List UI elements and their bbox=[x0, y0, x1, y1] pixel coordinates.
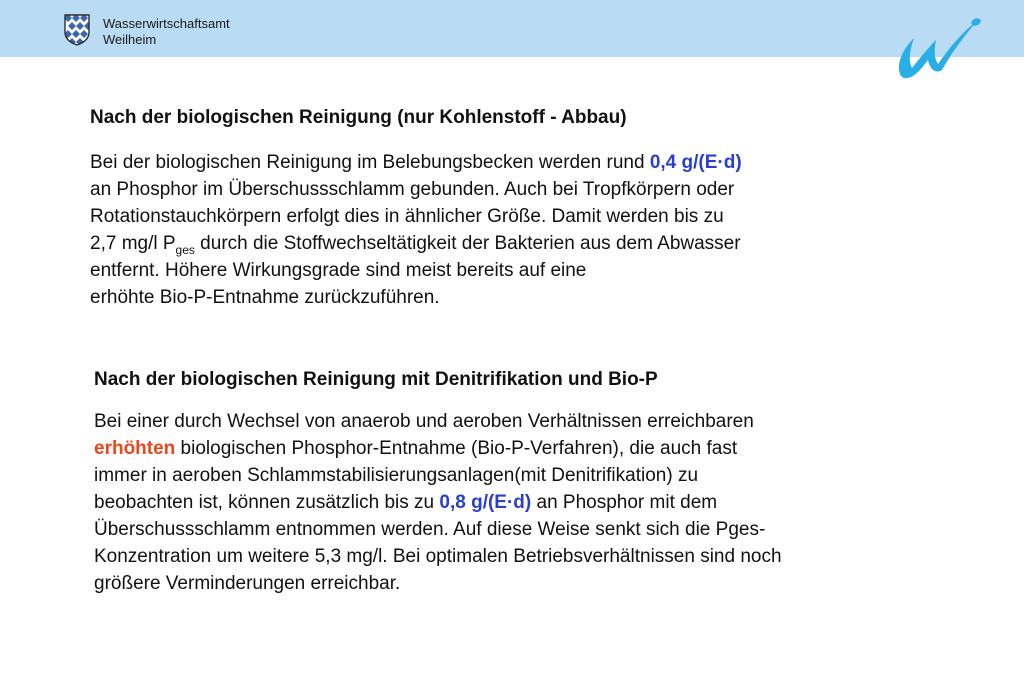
section-2-title: Nach der biologischen Reinigung mit Denitrifikation und Bio-P bbox=[94, 369, 658, 390]
phosphor-rate-value: 0,8 g/(E·d) bbox=[439, 492, 532, 513]
paragraph-line: größere Verminderungen erreichbar. bbox=[94, 573, 401, 594]
paragraph-line bbox=[90, 230, 742, 257]
text-segment: durch die Stoffwechseltätigkeit der Bakterien aus dem Abwasser bbox=[194, 233, 741, 254]
highlight-erhoehten: erhöhten bbox=[94, 438, 176, 459]
paragraph-line: Rotationstauchkörpern erfolgt dies in ähnlicher Größe. Damit werden bis zu bbox=[90, 206, 724, 227]
paragraph-line bbox=[90, 149, 742, 176]
paragraph-line: Überschussschlamm entnommen werden. Auf diese Weise senkt sich die Pges- bbox=[94, 519, 766, 540]
subscript-ges: ges bbox=[175, 243, 195, 257]
phosphor-rate-value: 0,4 g/(E·d) bbox=[649, 152, 742, 173]
paragraph-line: entfernt. Höhere Wirkungsgrade sind meist bereits auf eine bbox=[90, 260, 587, 281]
paragraph-line: an Phosphor im Überschussschlamm gebunden. Auch bei Tropfkörpern oder bbox=[90, 179, 735, 200]
section-1-title: Nach der biologischen Reinigung (nur Kohlenstoff - Abbau) bbox=[90, 107, 627, 128]
agency-line-1: Wasserwirtschaftsamt bbox=[103, 16, 230, 31]
section-2-paragraph bbox=[94, 408, 782, 597]
paragraph-line: Konzentration um weitere 5,3 mg/l. Bei optimalen Betriebsverhältnissen sind noch bbox=[94, 546, 782, 567]
w-wave-logo-icon bbox=[890, 14, 982, 80]
bavarian-crest-icon bbox=[64, 14, 90, 46]
agency-line-2: Weilheim bbox=[103, 32, 157, 47]
paragraph-line bbox=[94, 435, 782, 462]
text-segment: beobachten ist, können zusätzlich bis zu bbox=[94, 492, 440, 513]
text-segment: Bei der biologischen Reinigung im Belebungsbecken werden rund bbox=[90, 152, 650, 173]
header-bar bbox=[0, 0, 1024, 57]
text-segment: biologischen Phosphor-Entnahme (Bio-P-Verfahren), die auch fast bbox=[175, 438, 738, 459]
text-segment: 2,7 mg/l P bbox=[90, 233, 176, 254]
paragraph-line: Bei einer durch Wechsel von anaerob und aeroben Verhältnissen erreichbaren bbox=[94, 411, 754, 432]
agency-name bbox=[103, 16, 230, 48]
section-1-paragraph bbox=[90, 149, 742, 311]
paragraph-line: erhöhte Bio-P-Entnahme zurückzuführen. bbox=[90, 287, 440, 308]
paragraph-line: immer in aeroben Schlammstabilisierungsanlagen(mit Denitrifikation) zu bbox=[94, 465, 699, 486]
text-segment: an Phosphor mit dem bbox=[531, 492, 718, 513]
paragraph-line bbox=[94, 489, 782, 516]
